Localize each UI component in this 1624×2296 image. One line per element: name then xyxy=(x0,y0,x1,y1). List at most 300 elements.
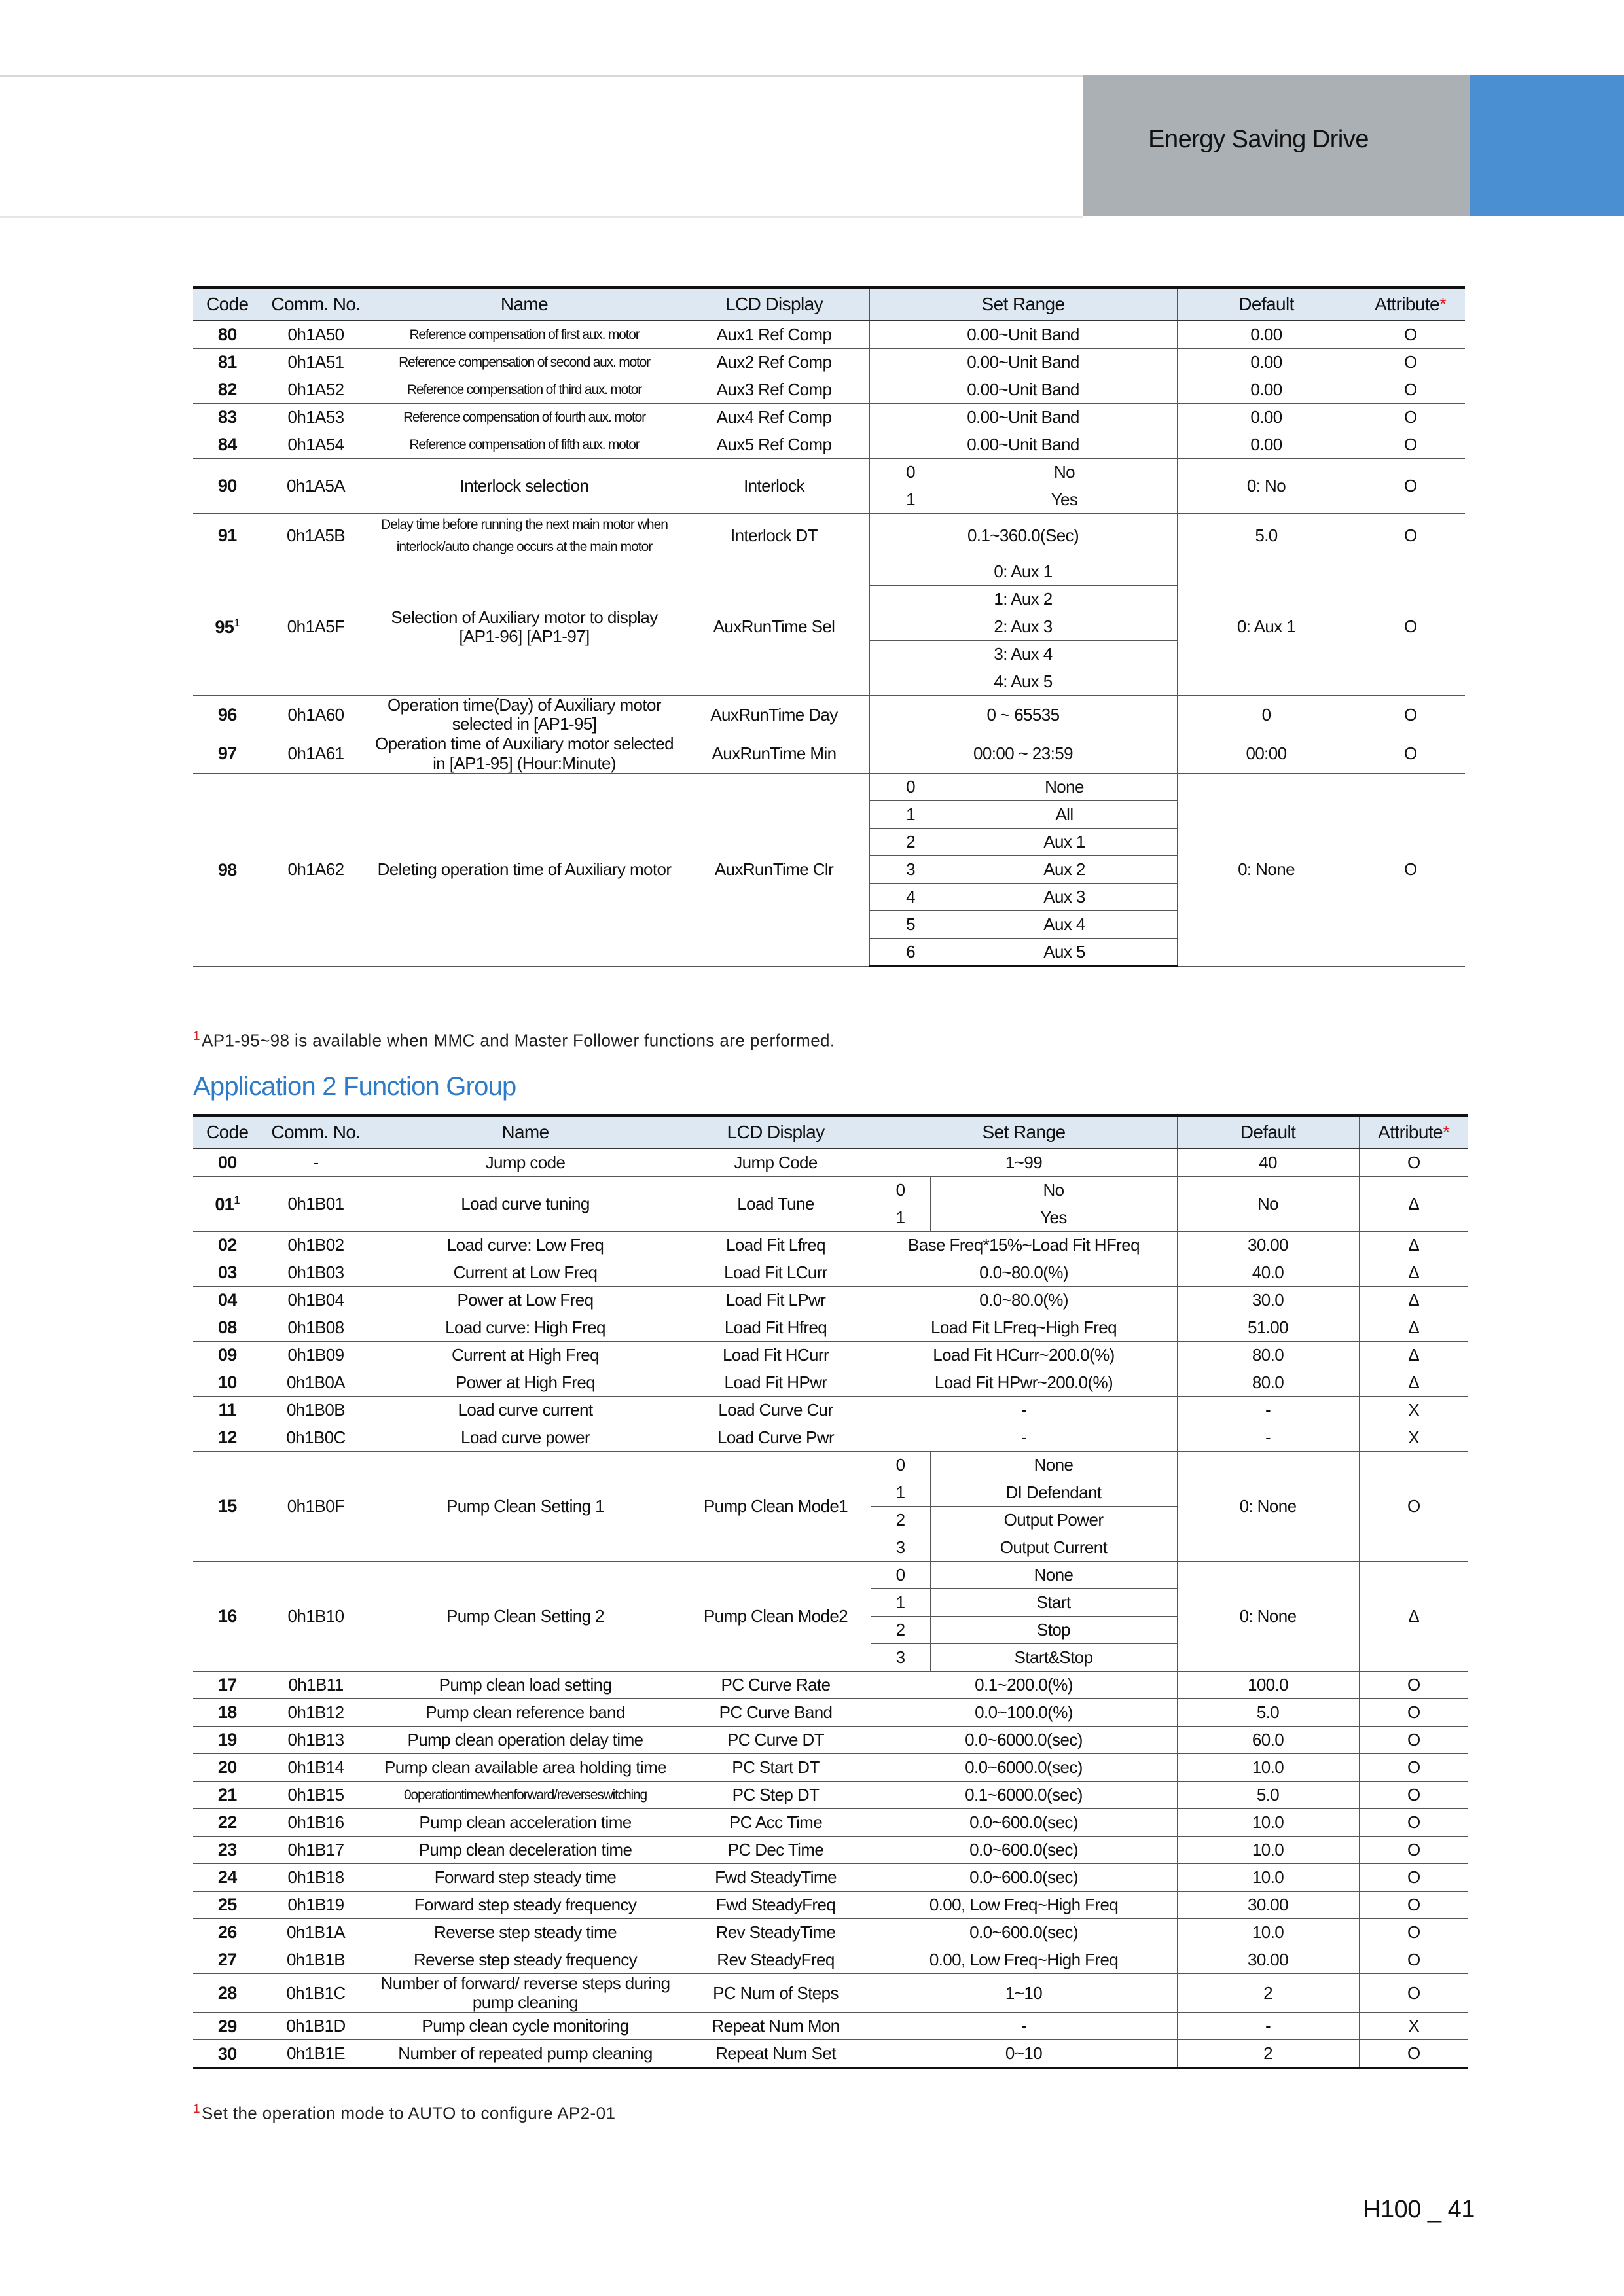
default-value: 30.00 xyxy=(1177,1232,1359,1259)
default-value: 0.00 xyxy=(1177,431,1356,459)
header-default: Default xyxy=(1177,1115,1359,1149)
set-range xyxy=(869,855,1177,883)
table-row xyxy=(193,2013,1468,2040)
param-code-text: 80 xyxy=(217,325,237,345)
default-value: 2 xyxy=(1177,2040,1359,2068)
lcd-display: AuxRunTime Day xyxy=(679,696,869,734)
param-code-text: 91 xyxy=(217,526,237,546)
set-range-option xyxy=(870,939,1177,965)
param-code-text: 03 xyxy=(217,1263,237,1283)
attribute: Δ xyxy=(1359,1342,1468,1369)
table-row xyxy=(193,1287,1468,1314)
lcd-display: Load Fit Lfreq xyxy=(681,1232,871,1259)
table-row xyxy=(193,1864,1468,1892)
attribute: O xyxy=(1356,734,1465,773)
param-code xyxy=(193,404,262,431)
attribute: X xyxy=(1359,1397,1468,1424)
param-code xyxy=(193,321,262,349)
set-range xyxy=(871,1589,1177,1617)
comm-no: 0h1B19 xyxy=(262,1892,370,1919)
comm-no: 0h1B1B xyxy=(262,1946,370,1974)
comm-no: 0h1B18 xyxy=(262,1864,370,1892)
set-range xyxy=(871,1177,1177,1204)
set-range-option xyxy=(871,1644,1177,1671)
param-name: Load curve current xyxy=(370,1397,681,1424)
param-code xyxy=(193,1177,262,1232)
param-code-text: 04 xyxy=(217,1290,237,1310)
param-code xyxy=(193,1397,262,1424)
param-code xyxy=(193,558,262,696)
header-attribute: Attribute* xyxy=(1359,1115,1468,1149)
table-row xyxy=(193,1919,1468,1946)
param-code-text: 84 xyxy=(217,435,237,455)
param-code-text: 30 xyxy=(217,2043,237,2064)
table-row xyxy=(193,1754,1468,1782)
table-header-row xyxy=(193,287,1465,321)
default-value: 40.0 xyxy=(1177,1259,1359,1287)
table-row xyxy=(193,1369,1468,1397)
table-row xyxy=(193,1232,1468,1259)
comm-no: 0h1B12 xyxy=(262,1699,370,1727)
set-range: 0.00, Low Freq~High Freq xyxy=(871,1946,1177,1974)
attribute: O xyxy=(1356,376,1465,404)
table-row xyxy=(193,1946,1468,1974)
default-value: 5.0 xyxy=(1177,514,1356,558)
set-range-option xyxy=(871,1617,1177,1643)
param-code-text: 98 xyxy=(217,859,237,880)
header-set-range: Set Range xyxy=(869,287,1177,321)
set-range: 0.0~600.0(sec) xyxy=(871,1809,1177,1837)
param-name: Pump clean operation delay time xyxy=(370,1727,681,1754)
param-name: Forward step steady frequency xyxy=(370,1892,681,1919)
default-value: 0: No xyxy=(1177,459,1356,514)
option-value: 3 xyxy=(870,856,952,883)
set-range: 1: Aux 2 xyxy=(869,586,1177,613)
param-code-text: 17 xyxy=(217,1675,237,1695)
attribute: O xyxy=(1356,404,1465,431)
set-range xyxy=(871,1644,1177,1672)
param-code xyxy=(193,1754,262,1782)
set-range xyxy=(871,1507,1177,1534)
header-accent-block xyxy=(1470,75,1624,216)
lcd-display: Fwd SteadyTime xyxy=(681,1864,871,1892)
table-row xyxy=(193,349,1465,376)
set-range: Load Fit LFreq~High Freq xyxy=(871,1314,1177,1342)
set-range: 0.1~6000.0(sec) xyxy=(871,1782,1177,1809)
section-title: Application 2 Function Group xyxy=(193,1072,516,1101)
attribute: O xyxy=(1359,1864,1468,1892)
set-range-option xyxy=(871,1507,1177,1534)
lcd-display: PC Start DT xyxy=(681,1754,871,1782)
default-value: 51.00 xyxy=(1177,1314,1359,1342)
default-value: 0: Aux 1 xyxy=(1177,558,1356,696)
attribute: O xyxy=(1359,1782,1468,1809)
set-range: 0.1~360.0(Sec) xyxy=(869,514,1177,558)
option-value: 0 xyxy=(871,1562,931,1588)
param-code-text: 02 xyxy=(217,1235,237,1255)
set-range: - xyxy=(871,1424,1177,1452)
comm-no: 0h1B0C xyxy=(262,1424,370,1452)
param-code-text: 28 xyxy=(217,1982,237,2003)
param-name: Reverse step steady time xyxy=(370,1919,681,1946)
option-value: 0 xyxy=(870,459,952,486)
default-value: 0.00 xyxy=(1177,404,1356,431)
attribute: O xyxy=(1359,1452,1468,1562)
set-range xyxy=(869,938,1177,966)
param-name: Pump clean acceleration time xyxy=(370,1809,681,1837)
default-value: 0: None xyxy=(1177,1562,1359,1672)
table-row xyxy=(193,1727,1468,1754)
table2-body xyxy=(193,1149,1468,2068)
lcd-display: Load Fit LPwr xyxy=(681,1287,871,1314)
set-range-option xyxy=(871,1177,1177,1204)
param-code-text: 21 xyxy=(217,1785,237,1805)
comm-no: 0h1A62 xyxy=(262,773,370,966)
param-code-text: 08 xyxy=(217,1318,237,1338)
set-range xyxy=(869,459,1177,486)
set-range: 0.0~6000.0(sec) xyxy=(871,1727,1177,1754)
param-name: Power at Low Freq xyxy=(370,1287,681,1314)
param-name: Pump clean cycle monitoring xyxy=(370,2013,681,2040)
param-name: Forward step steady time xyxy=(370,1864,681,1892)
set-range: 1~10 xyxy=(871,1974,1177,2013)
lcd-display: Jump Code xyxy=(681,1149,871,1177)
comm-no: 0h1B02 xyxy=(262,1232,370,1259)
default-value: 10.0 xyxy=(1177,1837,1359,1864)
param-code-text: 97 xyxy=(217,744,237,764)
table-row xyxy=(193,1149,1468,1177)
comm-no: 0h1A5B xyxy=(262,514,370,558)
set-range: 2: Aux 3 xyxy=(869,613,1177,641)
set-range: 0.00, Low Freq~High Freq xyxy=(871,1892,1177,1919)
param-code xyxy=(193,1782,262,1809)
set-range-option xyxy=(870,829,1177,855)
comm-no: 0h1B01 xyxy=(262,1177,370,1232)
lcd-display: Aux5 Ref Comp xyxy=(679,431,869,459)
param-code-text: 81 xyxy=(217,352,237,372)
comm-no: 0h1A54 xyxy=(262,431,370,459)
param-code xyxy=(193,431,262,459)
lcd-display: Load Curve Pwr xyxy=(681,1424,871,1452)
attribute: Δ xyxy=(1359,1232,1468,1259)
table-row xyxy=(193,1342,1468,1369)
lcd-display: Repeat Num Set xyxy=(681,2040,871,2068)
param-name: Reference compensation of third aux. motor xyxy=(370,376,679,404)
set-range-option xyxy=(871,1589,1177,1616)
set-range: 0.1~200.0(%) xyxy=(871,1672,1177,1699)
option-label: No xyxy=(1053,461,1075,482)
table-row xyxy=(193,1177,1468,1204)
option-label: Aux 5 xyxy=(1043,941,1085,961)
default-value: 0.00 xyxy=(1177,321,1356,349)
comm-no: 0h1A5F xyxy=(262,558,370,696)
lcd-display: Interlock xyxy=(679,459,869,514)
default-value: 2 xyxy=(1177,1974,1359,2013)
default-value: 60.0 xyxy=(1177,1727,1359,1754)
attribute: O xyxy=(1356,459,1465,514)
header-rule xyxy=(0,216,1083,218)
option-label: DI Defendant xyxy=(1005,1482,1102,1502)
table-row xyxy=(193,431,1465,459)
option-label: None xyxy=(1045,776,1084,797)
table-row xyxy=(193,1452,1468,1479)
comm-no: 0h1B10 xyxy=(262,1562,370,1672)
default-value: 0: None xyxy=(1177,1452,1359,1562)
default-value: No xyxy=(1177,1177,1359,1232)
param-code xyxy=(193,2013,262,2040)
default-value: - xyxy=(1177,1424,1359,1452)
header-attribute: Attribute* xyxy=(1356,287,1465,321)
param-code xyxy=(193,1342,262,1369)
lcd-display: AuxRunTime Sel xyxy=(679,558,869,696)
attribute: X xyxy=(1359,2013,1468,2040)
param-name: Delay time before running the next main motor when interlock/auto change occurs at the main motor xyxy=(370,514,679,558)
attribute: O xyxy=(1356,514,1465,558)
param-code xyxy=(193,376,262,404)
header-comm-no: Comm. No. xyxy=(262,1115,370,1149)
default-value: 100.0 xyxy=(1177,1672,1359,1699)
footnote: $^1$AP1-95~98 is available when MMC and Master Follower functions are performed. xyxy=(193,1030,835,1050)
comm-no: 0h1A5A xyxy=(262,459,370,514)
footnote-ref: 1 xyxy=(234,1193,240,1206)
attribute: O xyxy=(1356,321,1465,349)
set-range: - xyxy=(871,2013,1177,2040)
set-range-option xyxy=(871,1534,1177,1561)
set-range xyxy=(871,1534,1177,1562)
param-name: Pump clean load setting xyxy=(370,1672,681,1699)
param-code xyxy=(193,1562,262,1672)
table-row xyxy=(193,2040,1468,2068)
header-code: Code xyxy=(193,287,262,321)
lcd-display: Load Tune xyxy=(681,1177,871,1232)
set-range: 0.00~Unit Band xyxy=(869,321,1177,349)
set-range xyxy=(869,800,1177,828)
param-code xyxy=(193,1946,262,1974)
table1-body xyxy=(193,321,1465,966)
param-code xyxy=(193,1974,262,2013)
lcd-display: Pump Clean Mode2 xyxy=(681,1562,871,1672)
header-lcd-display: LCD Display xyxy=(681,1115,871,1149)
default-value: 0 xyxy=(1177,696,1356,734)
param-code-text: 29 xyxy=(217,2016,237,2036)
param-code xyxy=(193,1892,262,1919)
header-set-range: Set Range xyxy=(871,1115,1177,1149)
default-value: 30.0 xyxy=(1177,1287,1359,1314)
param-code-text: 20 xyxy=(217,1757,237,1778)
table-row xyxy=(193,1782,1468,1809)
set-range: 0.00~Unit Band xyxy=(869,404,1177,431)
param-name: Pump clean deceleration time xyxy=(370,1837,681,1864)
param-name: Interlock selection xyxy=(370,459,679,514)
header-title: Energy Saving Drive xyxy=(1148,126,1369,153)
lcd-display: Pump Clean Mode1 xyxy=(681,1452,871,1562)
set-range xyxy=(869,883,1177,910)
header-lcd-display: LCD Display xyxy=(679,287,869,321)
table-row xyxy=(193,1562,1468,1589)
param-code-text: 83 xyxy=(217,407,237,427)
param-code xyxy=(193,2040,262,2068)
param-code-text: 00 xyxy=(217,1153,237,1173)
table-row xyxy=(193,1397,1468,1424)
default-value: 5.0 xyxy=(1177,1699,1359,1727)
param-code xyxy=(193,1424,262,1452)
option-label: Yes xyxy=(1051,489,1078,509)
option-value: 0 xyxy=(870,774,952,800)
attribute: Δ xyxy=(1359,1287,1468,1314)
comm-no: 0h1B1D xyxy=(262,2013,370,2040)
header-code: Code xyxy=(193,1115,262,1149)
lcd-display: PC Curve DT xyxy=(681,1727,871,1754)
comm-no: 0h1A51 xyxy=(262,349,370,376)
option-value: 5 xyxy=(870,911,952,938)
param-code xyxy=(193,1809,262,1837)
attribute: Δ xyxy=(1359,1562,1468,1672)
set-range: 0 ~ 65535 xyxy=(869,696,1177,734)
option-label: Yes xyxy=(1040,1207,1067,1227)
param-code-text: 82 xyxy=(217,380,237,400)
set-range xyxy=(869,486,1177,514)
set-range xyxy=(871,1617,1177,1644)
param-code-text: 12 xyxy=(217,1427,237,1448)
page-number: H100 _ 41 xyxy=(1363,2196,1475,2223)
set-range-option xyxy=(870,459,1177,486)
param-code xyxy=(193,1837,262,1864)
param-name: Load curve tuning xyxy=(370,1177,681,1232)
attribute: Δ xyxy=(1359,1259,1468,1287)
comm-no: 0h1B09 xyxy=(262,1342,370,1369)
table-row xyxy=(193,514,1465,558)
attribute: O xyxy=(1359,1727,1468,1754)
attribute: O xyxy=(1356,431,1465,459)
option-value: 1 xyxy=(871,1204,931,1231)
param-code-text: 01 xyxy=(215,1194,234,1214)
lcd-display: Aux4 Ref Comp xyxy=(679,404,869,431)
set-range: 0.0~6000.0(sec) xyxy=(871,1754,1177,1782)
param-name: Number of repeated pump cleaning xyxy=(370,2040,681,2068)
attribute: O xyxy=(1359,1149,1468,1177)
param-code-text: 16 xyxy=(217,1606,237,1626)
param-code xyxy=(193,1452,262,1562)
comm-no: 0h1A53 xyxy=(262,404,370,431)
param-code-text: 95 xyxy=(215,617,234,637)
default-value: - xyxy=(1177,1397,1359,1424)
param-name: 0operationtimewhenforward/reverseswitching xyxy=(370,1782,681,1809)
option-value: 1 xyxy=(870,801,952,828)
option-value: 6 xyxy=(870,939,952,965)
option-label: None xyxy=(1034,1454,1074,1475)
attribute: O xyxy=(1356,696,1465,734)
parameter-table-ap2 xyxy=(193,1114,1468,2069)
set-range: 0.0~600.0(sec) xyxy=(871,1864,1177,1892)
param-code xyxy=(193,349,262,376)
attribute: O xyxy=(1359,1754,1468,1782)
lcd-display: Load Fit Hfreq xyxy=(681,1314,871,1342)
option-label: Aux 1 xyxy=(1043,831,1085,852)
option-value: 0 xyxy=(871,1177,931,1204)
comm-no: 0h1B03 xyxy=(262,1259,370,1287)
comm-no: 0h1B13 xyxy=(262,1727,370,1754)
default-value: 40 xyxy=(1177,1149,1359,1177)
set-range: 3: Aux 4 xyxy=(869,641,1177,668)
option-label: Stop xyxy=(1036,1619,1071,1640)
param-code xyxy=(193,514,262,558)
option-value: 1 xyxy=(871,1589,931,1616)
param-name: Reference compensation of fifth aux. motor xyxy=(370,431,679,459)
param-name: Current at Low Freq xyxy=(370,1259,681,1287)
table-row xyxy=(193,321,1465,349)
lcd-display: AuxRunTime Min xyxy=(679,734,869,773)
param-code xyxy=(193,1232,262,1259)
lcd-display: PC Curve Band xyxy=(681,1699,871,1727)
param-name: Reference compensation of fourth aux. motor xyxy=(370,404,679,431)
param-code xyxy=(193,734,262,773)
lcd-display: PC Curve Rate xyxy=(681,1672,871,1699)
option-value: 3 xyxy=(871,1644,931,1671)
option-label: All xyxy=(1055,804,1074,824)
param-code-text: 24 xyxy=(217,1867,237,1888)
set-range-option xyxy=(870,486,1177,513)
lcd-display: Rev SteadyTime xyxy=(681,1919,871,1946)
default-value: 80.0 xyxy=(1177,1369,1359,1397)
comm-no: 0h1A50 xyxy=(262,321,370,349)
parameter-table-ap1 xyxy=(193,286,1465,967)
attribute: O xyxy=(1356,349,1465,376)
set-range: - xyxy=(871,1397,1177,1424)
set-range: 1~99 xyxy=(871,1149,1177,1177)
param-code-text: 96 xyxy=(217,705,237,725)
set-range: Load Fit HPwr~200.0(%) xyxy=(871,1369,1177,1397)
header-name: Name xyxy=(370,1115,681,1149)
set-range-option xyxy=(871,1452,1177,1479)
option-value: 2 xyxy=(870,829,952,855)
set-range-option xyxy=(870,801,1177,828)
lcd-display: PC Step DT xyxy=(681,1782,871,1809)
table-row xyxy=(193,1974,1468,2013)
table-row xyxy=(193,404,1465,431)
set-range xyxy=(869,828,1177,855)
option-label: Output Power xyxy=(1003,1509,1104,1530)
table-row xyxy=(193,1672,1468,1699)
default-value: - xyxy=(1177,2013,1359,2040)
param-name: Load curve: High Freq xyxy=(370,1314,681,1342)
param-name: Pump Clean Setting 1 xyxy=(370,1452,681,1562)
option-label: No xyxy=(1043,1179,1064,1200)
table-row xyxy=(193,558,1465,586)
option-label: Aux 4 xyxy=(1043,914,1085,934)
table-row xyxy=(193,1809,1468,1837)
option-label: Start&Stop xyxy=(1014,1647,1093,1667)
param-code-text: 19 xyxy=(217,1730,237,1750)
lcd-display: Rev SteadyFreq xyxy=(681,1946,871,1974)
param-code-text: 09 xyxy=(217,1345,237,1365)
option-label: Aux 3 xyxy=(1043,886,1085,906)
comm-no: 0h1B08 xyxy=(262,1314,370,1342)
set-range xyxy=(869,773,1177,800)
lcd-display: Repeat Num Mon xyxy=(681,2013,871,2040)
option-value: 1 xyxy=(871,1479,931,1506)
option-label: Start xyxy=(1036,1592,1071,1612)
param-code xyxy=(193,1672,262,1699)
lcd-display: Load Fit HCurr xyxy=(681,1342,871,1369)
set-range: 0.0~80.0(%) xyxy=(871,1259,1177,1287)
set-range-option xyxy=(870,774,1177,800)
param-code xyxy=(193,459,262,514)
set-range: 0.0~80.0(%) xyxy=(871,1287,1177,1314)
param-name: Current at High Freq xyxy=(370,1342,681,1369)
set-range: 0: Aux 1 xyxy=(869,558,1177,586)
lcd-display: AuxRunTime Clr xyxy=(679,773,869,966)
set-range xyxy=(871,1562,1177,1589)
